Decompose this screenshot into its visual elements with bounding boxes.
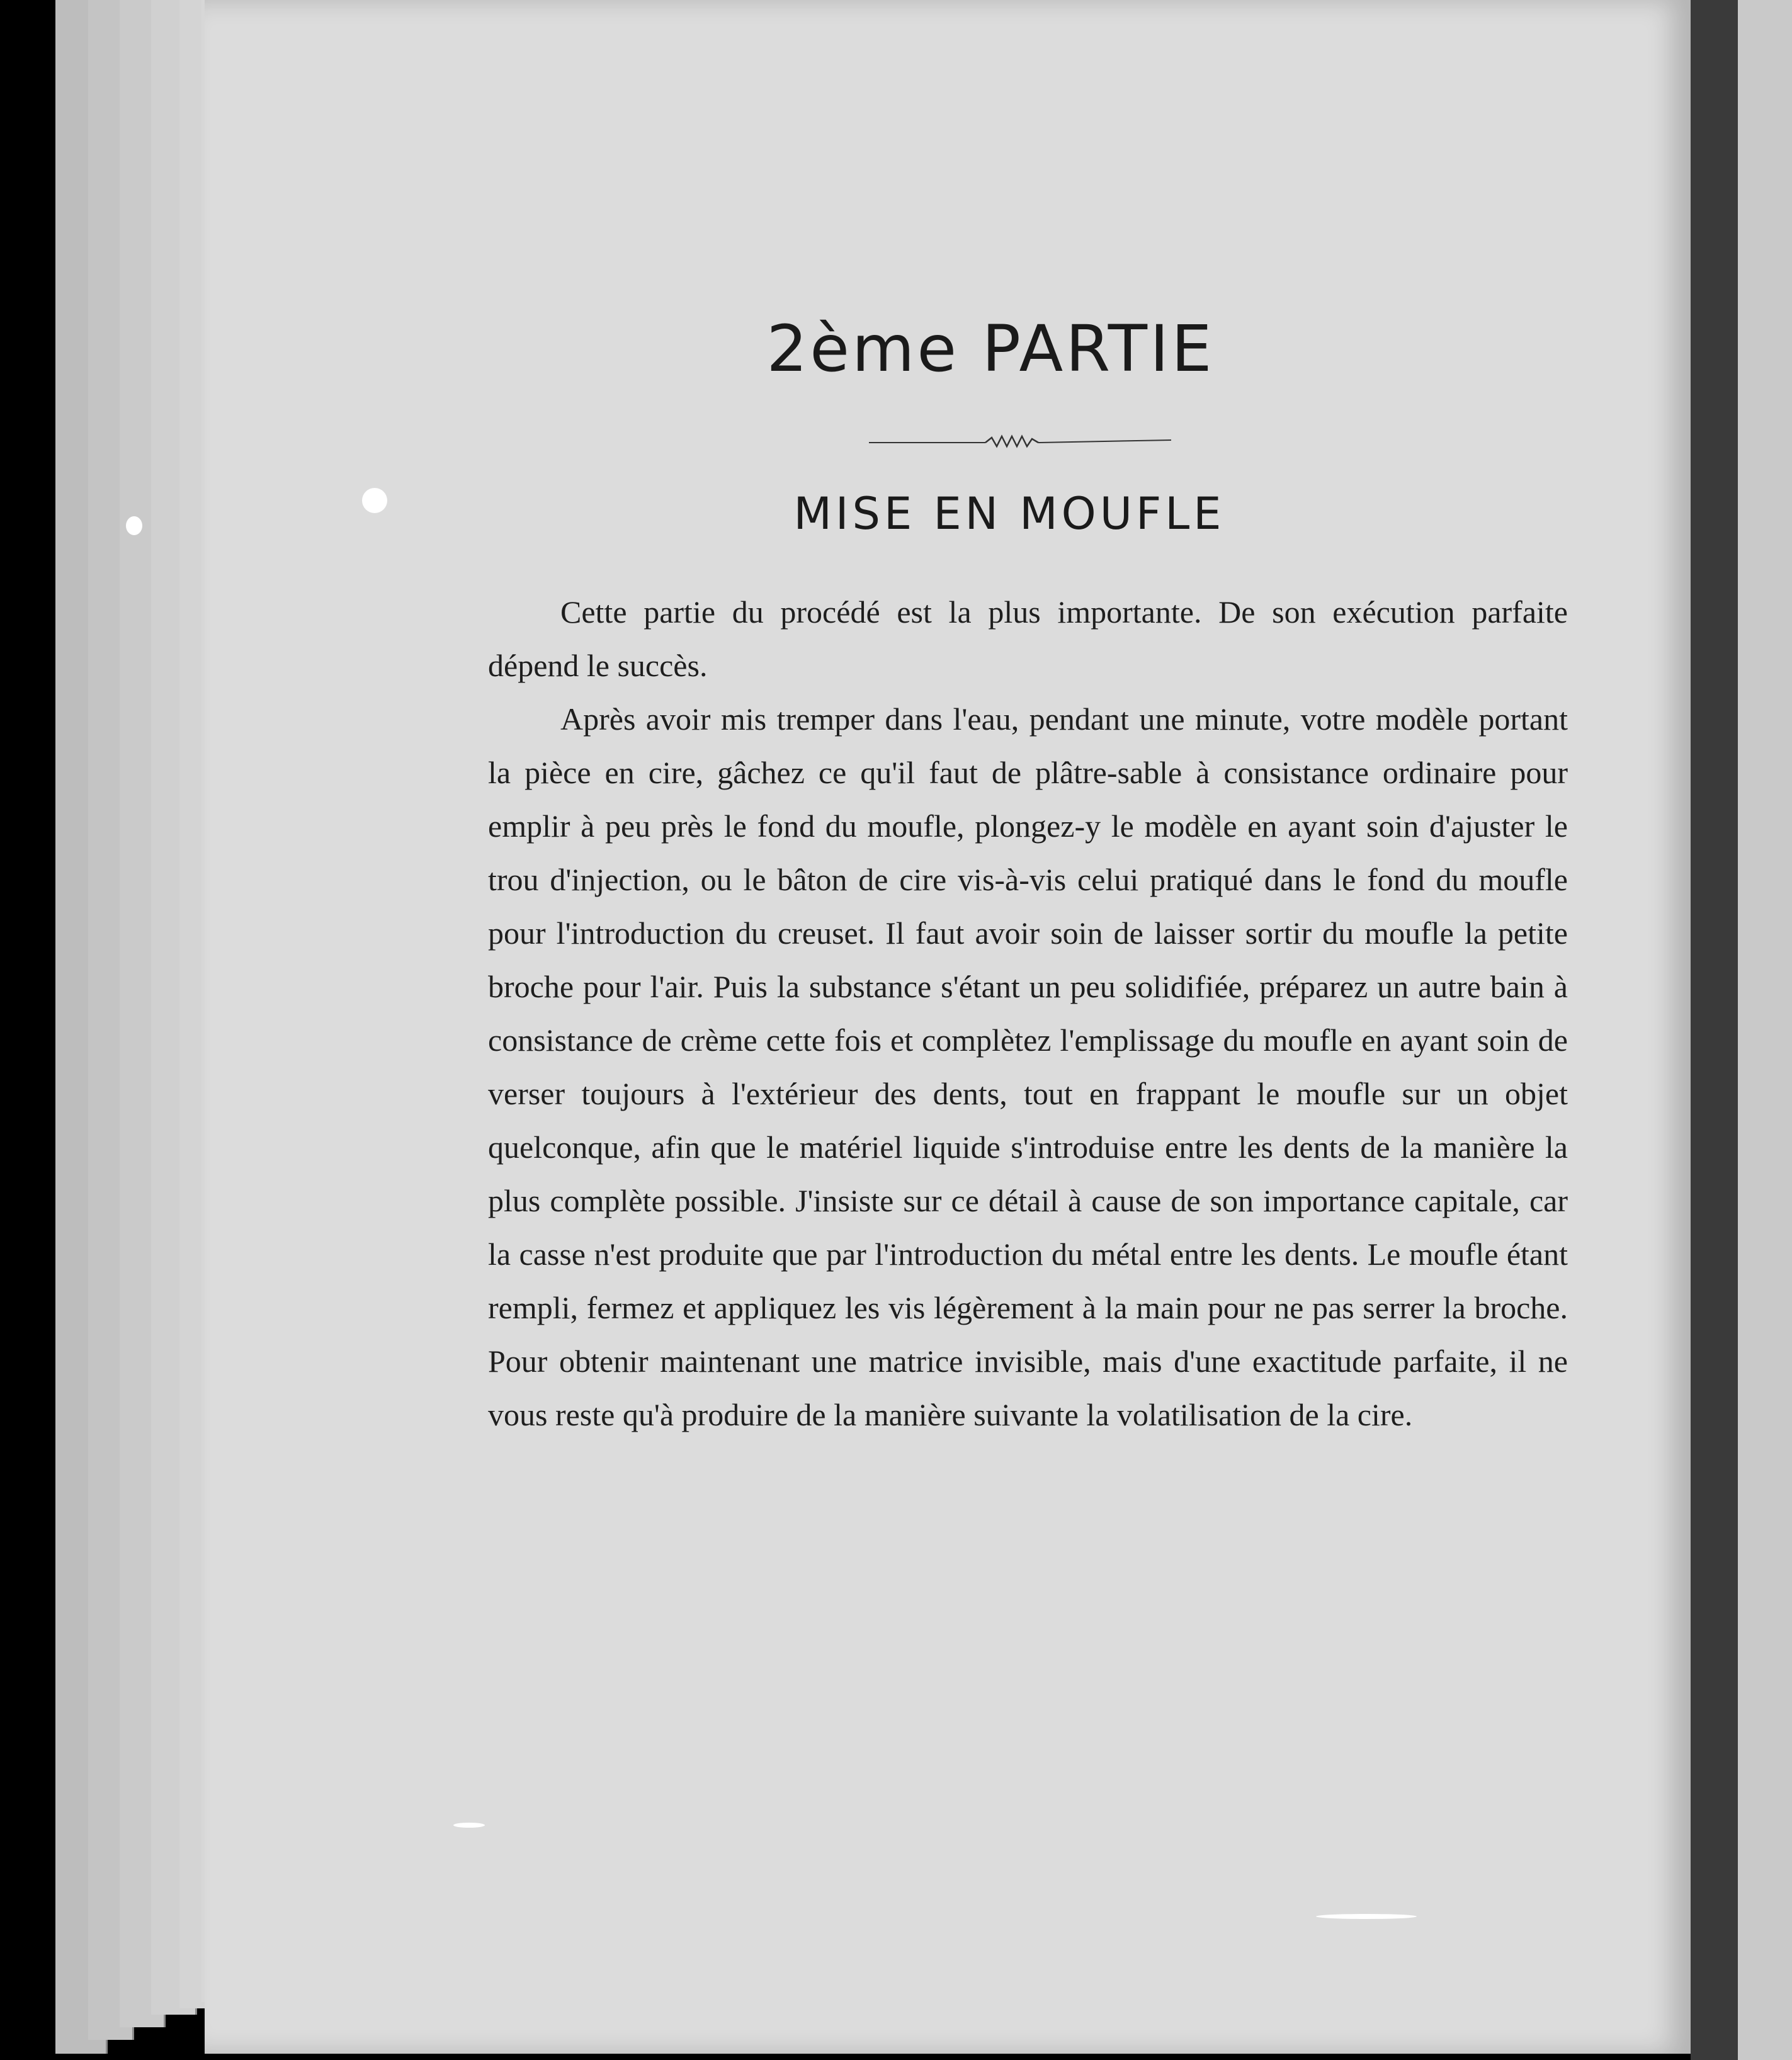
part-title: 2ème PARTIE [766,312,1215,387]
scan-speck [453,1823,485,1828]
body-text [488,586,1568,1442]
scan-speck [126,516,142,535]
section-title: MISE EN MOUFLE [793,488,1225,540]
paragraph: Cette partie du procédé est la plus importante. De son exécution parfaite dépend le succès. [488,594,1568,683]
scan-speck [362,488,387,513]
paragraph: Après avoir mis tremper dans l'eau, pendant une minute, votre modèle portant la pièce en cire, gâchez ce qu'il faut de plâtre-sable à consistance ordinaire pour emplir à peu près le fond du moufle, plongez-y le modèle en ayant soin d'ajuster le trou d'injection, ou le bâton de cire vis-à-vis celui pratiqué dans le fond du moufle pour l'introduction du creuset. Il faut avoir soin de laisser sortir du moufle la petite broche pour l'air. Puis la substance s'étant un peu solidifiée, préparez un autre bain à consistance de crème cette fois et complètez l'emplissage du moufle en ayant soin de verser toujours à l'extérieur des dents, tout en frappant le moufle sur un objet quelconque, afin que le matériel liquide s'introduise entre les dents de la manière la plus complète possible. J'insiste sur ce détail à cause de son importance capitale, car la casse n'est produite que par l'introduction du métal entre les dents. Le moufle étant rempli, fermez et appliquez les vis légèrement à la main pour ne pas serrer la broche. Pour obtenir maintenant une matrice invisible, mais d'une exactitude parfaite, il ne vous reste qu'à produire de la manière suivante la volatilisation de la cire. [488,701,1568,1432]
ornament-divider [869,431,1171,450]
adjacent-page-edge [1738,0,1792,2060]
scan-speck [1316,1914,1417,1919]
